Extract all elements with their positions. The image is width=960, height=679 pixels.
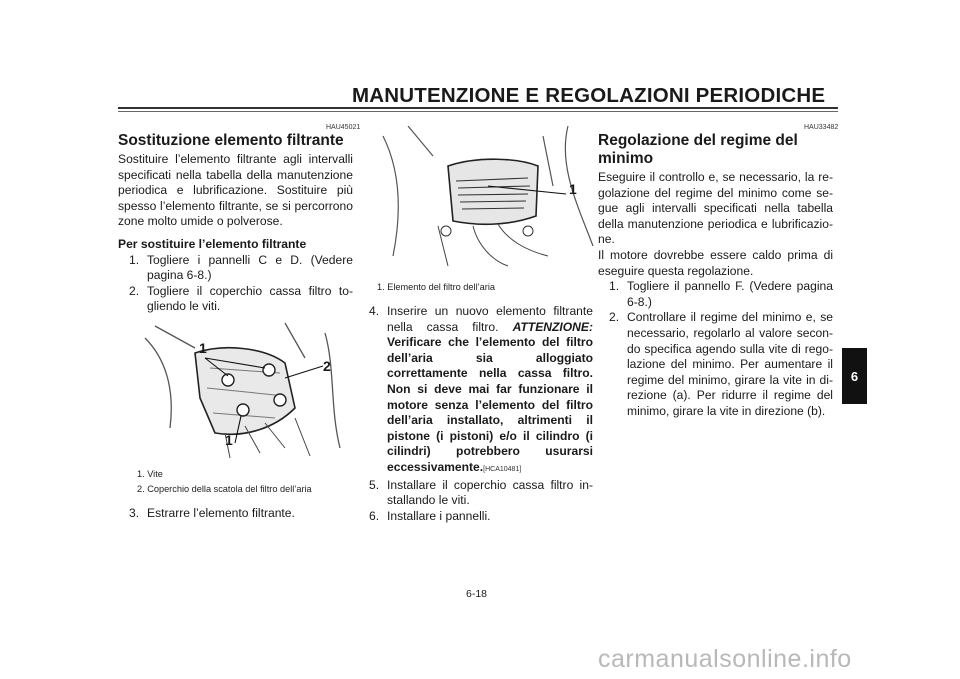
step-text: Togliere il pannello F. (Vedere pagina 6-8.) <box>627 279 833 309</box>
step-5 <box>358 478 593 509</box>
right-column-text <box>598 170 833 420</box>
caption-item: 2. Coperchio della scatola del filtro dell’aria <box>137 483 312 494</box>
step-number: 6. <box>369 508 380 523</box>
callout-2: 2 <box>323 358 331 374</box>
step-2 <box>118 284 353 315</box>
callout-1-top: 1 <box>199 340 207 356</box>
left-column-text <box>118 152 353 315</box>
section-code: HAU33482 <box>804 124 839 131</box>
step-4 <box>358 304 593 478</box>
step-text: Estrarre l’elemento filtrante. <box>147 506 295 520</box>
section-title: Sostituzione elemento filtrante <box>118 132 344 149</box>
filter-illustration <box>378 126 596 271</box>
step-3-block <box>118 506 353 522</box>
step-2 <box>598 310 833 419</box>
header-rule-thin <box>118 111 838 112</box>
page-header-title: MANUTENZIONE E REGOLAZIONI PERIODICHE <box>352 84 826 107</box>
procedure-title: Per sostituire l’elemento filtrante <box>118 236 307 251</box>
air-filter-element-figure <box>378 126 596 271</box>
step-text: Inserire un nuovo elemento filtrante nella cassa filtro. <box>387 304 593 334</box>
header-rule <box>118 107 838 109</box>
middle-figure-caption: 1. Elemento del filtro dell’aria <box>377 282 495 292</box>
air-filter-cover-figure <box>135 318 345 463</box>
section-code: HAU45021 <box>326 124 361 131</box>
step-text: Togliere i pannelli C e D. (Vedere pagina 6-8.) <box>147 252 353 283</box>
step-6 <box>358 509 593 525</box>
callout-1-bottom: 1 <box>225 432 233 448</box>
intro-paragraph: Sostituire l’elemento filtrante agli intervalli specificati nella tabella della manutenzione periodica e lubrificazione. Sostituire più spesso l’elemento filtrante, se si percorrono zone molto umide o polverose. <box>118 152 353 229</box>
step-text: Controllare il regime del minimo e, se necessario, regolarlo al valore secon-do specifica agendo sulla vite di rego-lazione del minimo. Per aumentare il regime del minimo, girare la vite in di-rezione (a). Per ridurre il regime del minimo, girare la vite in direzione (b). <box>627 310 833 418</box>
step-number: 2. <box>609 310 620 325</box>
step-1 <box>598 279 833 310</box>
engine-illustration <box>135 318 345 463</box>
step-text: Installare i pannelli. <box>387 508 491 523</box>
step-number: 5. <box>369 477 380 492</box>
step-number: 2. <box>129 283 140 298</box>
step-text: Installare il coperchio cassa filtro in-stallando le viti. <box>387 477 593 508</box>
paragraph: Il motore dovrebbe essere caldo prima di eseguire questa regolazione. <box>598 247 833 278</box>
watermark: carmanualsonline.info <box>598 645 852 673</box>
caution-text: Verificare che l’elemento del filtro dell’aria sia alloggiato correttamente nella cassa filtro. Non si deve mai far funzionare il motore senza l’elemento del filtro dell’aria installato, altrimenti il pistone (i pistoni) e/o il cilindro (i cilindri) potrebbero usurarsi eccessivamente. <box>387 335 593 474</box>
step-3 <box>118 506 353 522</box>
caution-code: [HCA10481] <box>483 465 522 473</box>
step-number: 1. <box>129 252 140 267</box>
page-number: 6-18 <box>466 588 488 600</box>
step-number: 1. <box>609 279 620 294</box>
paragraph: Eseguire il controllo e, se necessario, la re-golazione del regime del minimo come se-gue agli intervalli specificati nella tabella della manutenzione periodica e lubrificazio-ne. <box>598 170 833 247</box>
step-number: 3. <box>129 506 140 520</box>
left-figure-captions <box>137 467 357 496</box>
step-number: 4. <box>369 304 380 318</box>
step-1 <box>118 253 353 284</box>
caption-item: 1. Vite <box>137 469 163 479</box>
step-text: Togliere il coperchio cassa filtro to-gliendo le viti. <box>147 283 353 314</box>
middle-column-text <box>358 304 593 524</box>
callout-1: 1 <box>569 181 577 197</box>
chapter-tab: 6 <box>842 348 867 404</box>
caution-label: ATTENZIONE: <box>512 319 593 334</box>
section-title: Regolazione del regime del minimo <box>598 132 798 167</box>
